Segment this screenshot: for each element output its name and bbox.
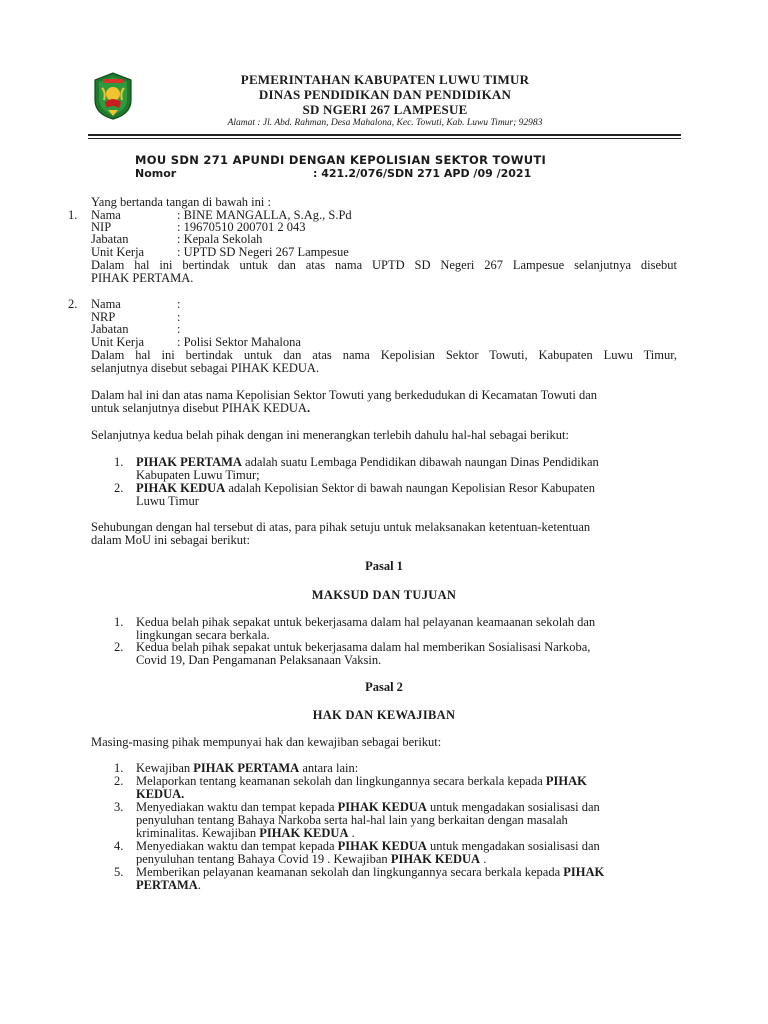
party1-description-line1: Dalam hal ini bertindak untuk dan atas nama UPTD SD Negeri 267 Lampesue selanjutnya disebut — [91, 258, 677, 272]
mou-title: MOU SDN 271 APUNDI DENGAN KEPOLISIAN SEKTOR TOWUTI — [135, 153, 547, 167]
party2-nrp-label: NRP — [91, 310, 116, 324]
regency-emblem-icon — [93, 72, 133, 120]
pasal1-item1-line2: lingkungan secara berkala. — [136, 628, 270, 642]
definition-2-line2: Luwu Timur — [136, 494, 199, 508]
party1-jabatan-label: Jabatan — [91, 232, 129, 246]
pasal2-item1-line1: Kewajiban PIHAK PERTAMA antara lain: — [136, 761, 359, 775]
pasal2-item3-line3: kriminalitas. Kewajiban PIHAK KEDUA . — [136, 826, 355, 840]
pasal2-item3-line2: penyuluhan tentang Bahaya Narkoba serta hal-hal lain yang berkaitan dengan masalah — [136, 813, 568, 827]
party1-name-value: : BINE MANGALLA, S.Ag., S.Pd — [177, 208, 352, 222]
pasal2-item4-line2: penyuluhan tentang Bahaya Covid 19 . Kewajiban PIHAK KEDUA . — [136, 852, 487, 866]
pasal2-item2-line2: KEDUA. — [136, 787, 185, 801]
pasal2-item4-line1: Menyediakan waktu dan tempat kepada PIHAK KEDUA untuk mengadakan sosialisasi dan — [136, 839, 600, 853]
party2-unit-value: : Polisi Sektor Mahalona — [177, 335, 301, 349]
pasal2-item1-number: 1. — [114, 761, 124, 775]
header-divider-thin — [88, 138, 681, 139]
nomor-label: Nomor — [135, 167, 177, 180]
para-kedua-line2: untuk selanjutnya disebut PIHAK KEDUA. — [91, 401, 311, 415]
pasal2-intro: Masing-masing pihak mempunyai hak dan kewajiban sebagai berikut: — [91, 735, 442, 749]
party2-jabatan-value: : — [177, 322, 181, 336]
pasal1-item2-line2: Covid 19, Dan Pengamanan Pelaksanaan Vaksin. — [136, 653, 382, 667]
header-school: SD NGERI 267 LAMPESUE — [302, 102, 468, 117]
party1-nip-label: NIP — [91, 220, 112, 234]
pasal2-subheading: HAK DAN KEWAJIBAN — [312, 708, 456, 722]
nomor-value: : 421.2/076/SDN 271 APD /09 /2021 — [313, 167, 532, 180]
pasal2-item5-number: 5. — [114, 865, 124, 879]
party1-jabatan-value: : Kepala Sekolah — [177, 232, 263, 246]
para-sehubungan-line1: Sehubungan dengan hal tersebut di atas, para pihak setuju untuk melaksanakan ketentuan-ketentuan — [91, 520, 591, 534]
party2-description-line2: selanjutnya disebut sebagai PIHAK KEDUA. — [91, 361, 320, 375]
pasal1-subheading: MAKSUD DAN TUJUAN — [311, 588, 457, 602]
definition-1-number: 1. — [114, 455, 124, 469]
party1-name-label: Nama — [91, 208, 121, 222]
intro-text: Yang bertanda tangan di bawah ini : — [91, 195, 271, 209]
header-address: Alamat : Jl. Abd. Rahman, Desa Mahalona, Kec. Towuti, Kab. Luwu Timur; 92983 — [227, 118, 543, 128]
header-government: PEMERINTAHAN KABUPATEN LUWU TIMUR — [240, 72, 530, 87]
definition-1-line2: Kabupaten Luwu Timur; — [136, 468, 260, 482]
pasal2-item2-number: 2. — [114, 774, 124, 788]
para-sehubungan-line2: dalam MoU ini sebagai berikut: — [91, 533, 250, 547]
party1-number: 1. — [68, 208, 78, 222]
definition-1-line1: PIHAK PERTAMA adalah suatu Lembaga Pendidikan dibawah naungan Dinas Pendidikan — [136, 455, 599, 469]
party1-description-line2: PIHAK PERTAMA. — [91, 271, 194, 285]
party2-number: 2. — [68, 297, 78, 311]
pasal1-item2-line1: Kedua belah pihak sepakat untuk bekerjasama dalam hal memberikan Sosialisasi Narkoba, — [136, 640, 591, 654]
pasal2-item2-line1: Melaporkan tentang keamanan sekolah dan lingkungannya secara berkala kepada PIHAK — [136, 774, 587, 788]
party1-unit-label: Unit Kerja — [91, 245, 145, 259]
party2-description-line1: Dalam hal ini bertindak untuk dan atas nama Kepolisian Sektor Towuti, Kabupaten Luwu Timur, — [91, 348, 677, 362]
pasal1-item1-number: 1. — [114, 615, 124, 629]
party2-nrp-value: : — [177, 310, 181, 324]
pasal2-item5-line1: Memberikan pelayanan keamanan sekolah dan lingkungannya secara berkala kepada PIHAK — [136, 865, 605, 879]
pasal2-heading: Pasal 2 — [365, 680, 403, 694]
pasal2-item5-line2: PERTAMA. — [136, 878, 201, 892]
party2-name-label: Nama — [91, 297, 121, 311]
party2-name-value: : — [177, 297, 181, 311]
para-kedua-line1: Dalam hal ini dan atas nama Kepolisian Sektor Towuti yang berkedudukan di Kecamatan Towuti dan — [91, 388, 597, 402]
pasal1-item1-line1: Kedua belah pihak sepakat untuk bekerjasama dalam hal pelayanan keamaanan sekolah dan — [136, 615, 596, 629]
header-divider — [88, 134, 681, 136]
pasal1-item2-number: 2. — [114, 640, 124, 654]
party2-unit-label: Unit Kerja — [91, 335, 145, 349]
pasal2-item3-number: 3. — [114, 800, 124, 814]
pasal2-item3-line1: Menyediakan waktu dan tempat kepada PIHAK KEDUA untuk mengadakan sosialisasi dan — [136, 800, 600, 814]
party1-unit-value: : UPTD SD Negeri 267 Lampesue — [177, 245, 349, 259]
para-selanjutnya: Selanjutnya kedua belah pihak dengan ini menerangkan terlebih dahulu hal-hal sebagai berikut: — [91, 428, 569, 442]
party1-nip-value: : 19670510 200701 2 043 — [177, 220, 306, 234]
pasal1-heading: Pasal 1 — [365, 559, 403, 573]
party2-jabatan-label: Jabatan — [91, 322, 129, 336]
definition-2-number: 2. — [114, 481, 124, 495]
header-department: DINAS PENDIDIKAN DAN PENDIDIKAN — [258, 87, 512, 102]
pasal2-item4-number: 4. — [114, 839, 124, 853]
definition-2-line1: PIHAK KEDUA adalah Kepolisian Sektor di bawah naungan Kepolisian Resor Kabupaten — [136, 481, 595, 495]
